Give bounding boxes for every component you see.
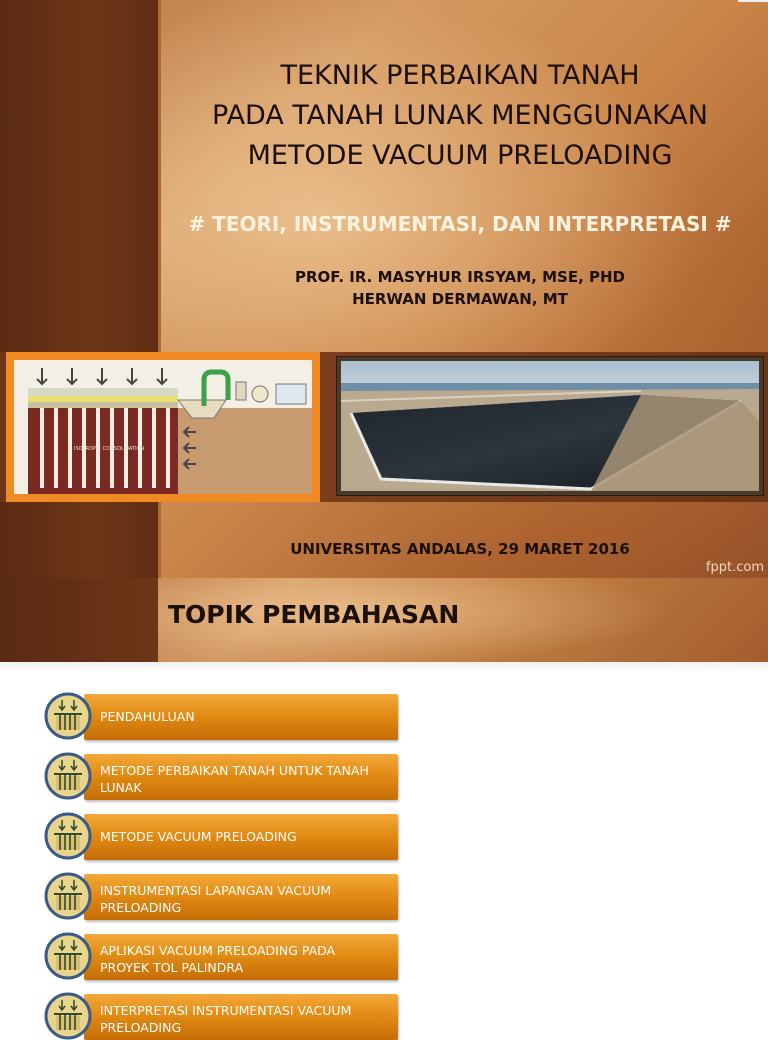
soil-drain-icon bbox=[44, 992, 92, 1040]
svg-text:ISOTROPIC CONSOLIDATION: ISOTROPIC CONSOLIDATION bbox=[74, 446, 145, 452]
title-line-1: TEKNIK PERBAIKAN TANAH bbox=[280, 60, 640, 91]
topic-label: INSTRUMENTASI LAPANGAN VACUUM PRELOADING bbox=[100, 883, 332, 915]
topic-label: APLIKASI VACUUM PRELOADING PADA PROYEK TOL PALINDRA bbox=[100, 943, 336, 975]
title-line-2: PADA TANAH LUNAK MENGGUNAKAN bbox=[212, 100, 708, 131]
author-2: HERWAN DERMAWAN, MT bbox=[352, 290, 568, 308]
slide-title bbox=[160, 56, 760, 176]
soil-drain-icon bbox=[44, 932, 92, 980]
topic-item-5[interactable] bbox=[44, 932, 400, 980]
vacuum-membrane-field-photo bbox=[336, 356, 764, 496]
topic-label: PENDAHULUAN bbox=[100, 709, 195, 724]
vacuum-diagram-icon bbox=[14, 360, 312, 494]
topic-label: INTERPRETASI INSTRUMENTASI VACUUM PRELOADING bbox=[100, 1003, 352, 1035]
topic-item-1[interactable] bbox=[44, 692, 400, 740]
vacuum-preloading-diagram bbox=[6, 352, 320, 502]
topic-label: METODE PERBAIKAN TANAH UNTUK TANAH LUNAK bbox=[100, 763, 369, 795]
topic-bar bbox=[84, 814, 398, 860]
topics-left-bar bbox=[0, 578, 158, 662]
field-photo-icon bbox=[341, 361, 759, 491]
watermark: fppt.com bbox=[705, 560, 764, 575]
topic-item-6[interactable] bbox=[44, 992, 400, 1040]
authors bbox=[160, 266, 760, 310]
topic-bar bbox=[84, 754, 398, 800]
soil-drain-icon bbox=[44, 872, 92, 920]
header-separator bbox=[0, 662, 768, 672]
topic-bar bbox=[84, 934, 398, 980]
soil-drain-icon bbox=[44, 692, 92, 740]
topic-label: METODE VACUUM PRELOADING bbox=[100, 829, 297, 844]
topic-bar bbox=[84, 994, 398, 1040]
topic-item-2[interactable] bbox=[44, 752, 400, 800]
slide-footer: UNIVERSITAS ANDALAS, 29 MARET 2016 bbox=[290, 540, 630, 558]
photo-canvas bbox=[341, 361, 759, 491]
title-line-3: METODE VACUUM PRELOADING bbox=[247, 140, 673, 171]
topic-bar bbox=[84, 874, 398, 920]
slide-subtitle: # TEORI, INSTRUMENTASI, DAN INTERPRETASI # bbox=[188, 212, 732, 236]
topic-bar bbox=[84, 694, 398, 740]
topics-slide bbox=[0, 578, 768, 1035]
topic-item-4[interactable] bbox=[44, 872, 400, 920]
topics-title: TOPIK PEMBAHASAN bbox=[168, 600, 460, 629]
soil-drain-icon bbox=[44, 812, 92, 860]
diagram-canvas bbox=[14, 360, 312, 494]
top-strip bbox=[738, 0, 768, 2]
author-1: PROF. IR. MASYHUR IRSYAM, MSE, PHD bbox=[294, 268, 625, 286]
topic-item-3[interactable] bbox=[44, 812, 400, 860]
topics-header bbox=[0, 578, 768, 662]
soil-drain-icon bbox=[44, 752, 92, 800]
